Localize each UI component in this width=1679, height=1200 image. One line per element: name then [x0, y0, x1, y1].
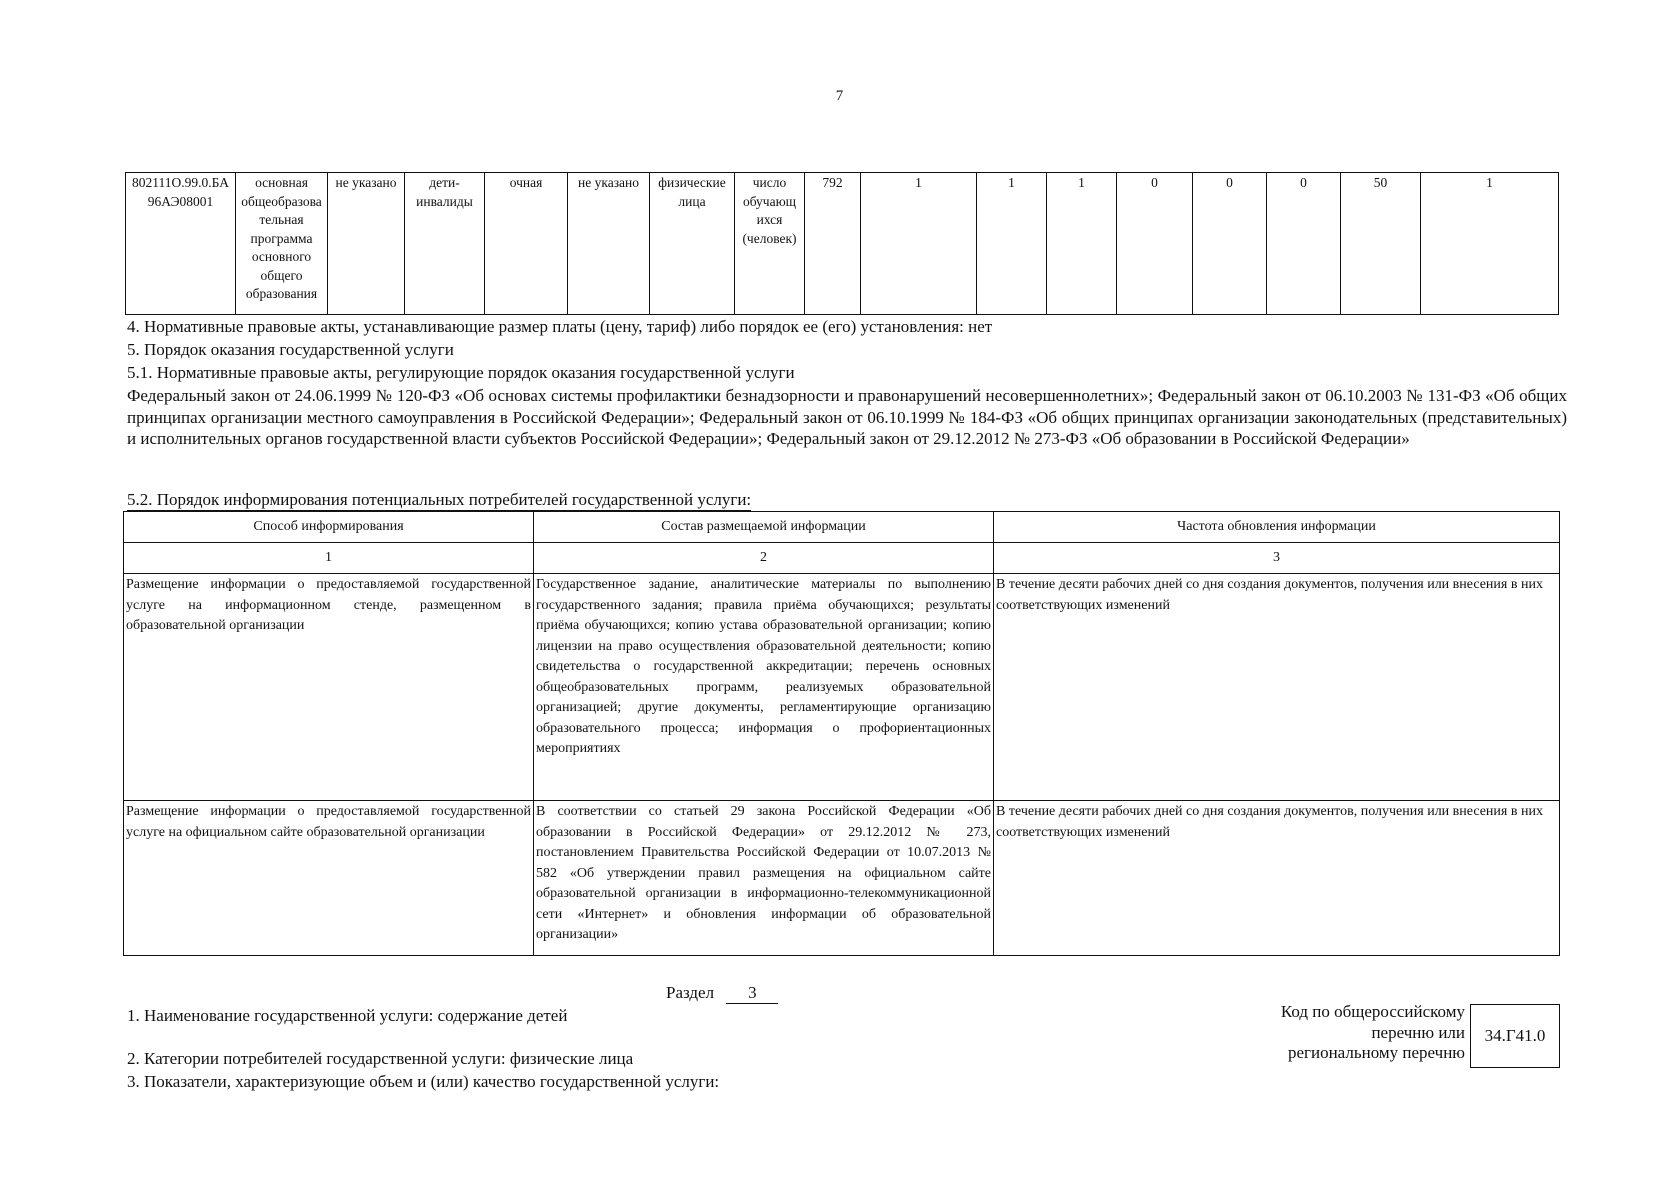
- frequency-cell: В течение десяти рабочих дней со дня создания документов, получения или внесения в них соответствующих изменений: [994, 801, 1560, 956]
- column-number: 3: [994, 543, 1560, 574]
- column-number: 2: [534, 543, 994, 574]
- table-cell: 802111О.99.0.БА 96АЭ08001: [126, 173, 236, 315]
- indicator-table: [125, 172, 1559, 315]
- table-cell: 0: [1117, 173, 1193, 315]
- table-cell: дети-инвалиды: [405, 173, 485, 315]
- page-number: 7: [835, 88, 844, 104]
- paragraph-5-1: 5.1. Нормативные правовые акты, регулирующие порядок оказания государственной услуги: [127, 363, 795, 382]
- table-cell: число обучающ ихся (человек): [735, 173, 805, 315]
- method-cell: Размещение информации о предоставляемой государственной услуге на официальном сайте образовательной организации: [124, 801, 534, 956]
- code-value-box: 34.Г41.0: [1470, 1004, 1560, 1068]
- table-cell: 0: [1193, 173, 1267, 315]
- paragraph-5-2: 5.2. Порядок информирования потенциальных потребителей государственной услуги:: [127, 490, 752, 509]
- column-header: Способ информирования: [124, 512, 534, 543]
- table-cell: 1: [1047, 173, 1117, 315]
- table-cell: 1: [1421, 173, 1559, 315]
- code-label-line: региональному перечню: [1287, 1043, 1465, 1062]
- table-cell: 0: [1267, 173, 1341, 315]
- service-categories: 2. Категории потребителей государственной услуги: физические лица: [127, 1049, 634, 1068]
- code-label: [1245, 1002, 1465, 1064]
- paragraph-4: 4. Нормативные правовые акты, устанавливающие размер платы (цену, тариф) либо порядок ее (его) установления: нет: [127, 317, 993, 336]
- paragraph-5-1-text: Федеральный закон от 24.06.1999 № 120-ФЗ «Об основах системы профилактики безнадзорности и правонарушений несовершеннолетних»; Федеральный закон от 06.10.2003 № 131-ФЗ «Об общих принципах организации местного самоуправления в Российской Федерации»; Федеральный закон от 06.10.1999 № 184-ФЗ «Об общих принципах организации законодательных (представительных) и исполнительных органов государственной власти субъектов Российской Федерации»; Федеральный закон от 29.12.2012 № 273-ФЗ «Об образовании в Российской Федерации»: [127, 386, 1567, 448]
- column-number-row: [124, 543, 1560, 574]
- frequency-cell: В течение десяти рабочих дней со дня создания документов, получения или внесения в них соответствующих изменений: [994, 574, 1560, 801]
- content-cell: Государственное задание, аналитические материалы по выполнению государственного задания; правила приёма обучающихся; результаты приёма обучающихся; копию устава образовательной организации; копию лицензии на право осуществления образовательной деятельности; копию свидетельства о государственной аккредитации; перечень основных общеобразовательных программ, реализуемых образовательной организацией; другие документы, регламентирующие организацию образовательного процесса; информация о профориентационных мероприятиях: [534, 574, 994, 801]
- table-cell: 1: [977, 173, 1047, 315]
- table-row: [124, 574, 1560, 801]
- table-cell: 50: [1341, 173, 1421, 315]
- service-name: 1. Наименование государственной услуги: содержание детей: [127, 1006, 568, 1025]
- table-row: [126, 173, 1559, 315]
- table-cell: 1: [861, 173, 977, 315]
- table-cell: 792: [805, 173, 861, 315]
- table-row: [124, 801, 1560, 956]
- content-cell: В соответствии со статьей 29 закона Российской Федерации «Об образовании в Российской Федерации» от 29.12.2012 № 273, постановлением Правительства Российской Федерации от 10.07.2013 № 582 «Об утверждении правил размещения на официальном сайте образовательной организации в информационно-телекоммуникационной сети «Интернет» и обновления информации об образовательной организации»: [534, 801, 994, 956]
- section-heading: [666, 983, 778, 1004]
- table-cell: не указано: [568, 173, 650, 315]
- column-number: 1: [124, 543, 534, 574]
- section-label: Раздел: [666, 983, 715, 1002]
- code-label-line: перечню или: [1371, 1022, 1465, 1042]
- paragraph-5: 5. Порядок оказания государственной услуги: [127, 340, 454, 359]
- column-header: Состав размещаемой информации: [534, 512, 994, 543]
- table-cell: основная общеобразова тельная программа основного общего образования: [236, 173, 328, 315]
- section-number: 3: [726, 983, 778, 1004]
- method-cell: Размещение информации о предоставляемой государственной услуге на информационном стенде, размещенном в образовательной организации: [124, 574, 534, 801]
- table-cell: не указано: [328, 173, 405, 315]
- table-cell: физические лица: [650, 173, 735, 315]
- column-header: Частота обновления информации: [994, 512, 1560, 543]
- code-label-line: Код по общероссийскому: [1280, 1002, 1465, 1021]
- service-indicators: 3. Показатели, характеризующие объем и (или) качество государственной услуги:: [127, 1072, 720, 1091]
- table-header-row: [124, 512, 1560, 543]
- table-cell: очная: [485, 173, 568, 315]
- informing-table: [123, 511, 1560, 956]
